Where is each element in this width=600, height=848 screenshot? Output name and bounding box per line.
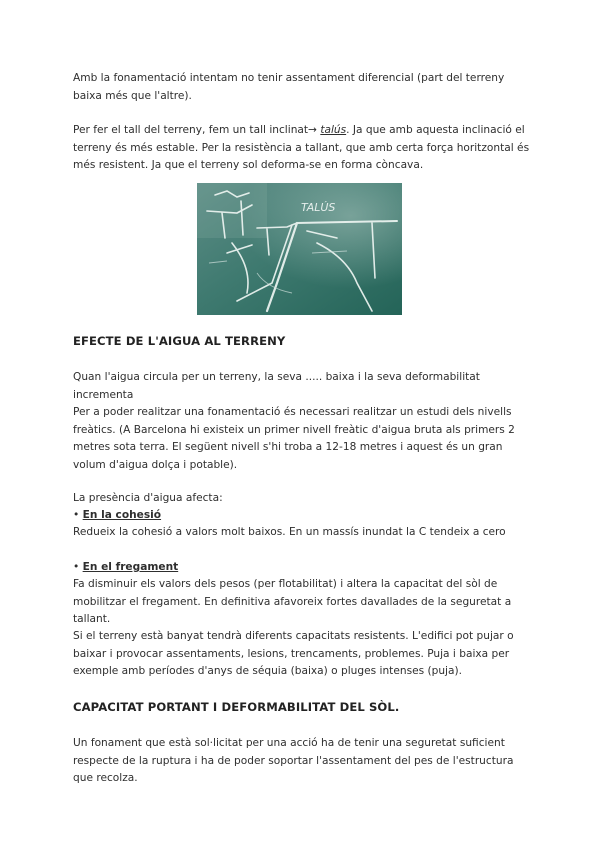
capacity-paragraph-1: Un fonament que està sol·licitat per una acció ha de tenir una seguretat suficient respecte de la ruptura i ha de poder soportar l'assentament del pes de l'estructura que recolza. — [73, 737, 514, 784]
water-paragraph-2: Per a poder realitzar una fonamentació és necessari realitzar un estudi dels nivells freàtics. (A Barcelona hi existeix un primer nivell freàtic d'aigua bruta als primers 2 metres sota terra. El següent nivell s'hi troba a 12-18 metres i aquest és un gran volum d'aigua dolça i potable). — [73, 406, 515, 471]
bullet-cohesion-text: Redueix la cohesió a valors molt baixos. En un massís inundat la C tendeix a cero — [73, 526, 506, 538]
bullet-cohesion-title: En la cohesió — [82, 509, 162, 521]
bullet-cohesion — [73, 507, 533, 525]
section-capacity-title: CAPACITAT PORTANT I DEFORMABILITAT DEL SÒL. — [73, 700, 400, 714]
affects-intro: La presència d'aigua afecta: — [73, 492, 223, 504]
section-water-title: EFECTE DE L'AIGUA AL TERRENY — [73, 334, 286, 348]
cut-paragraph — [73, 122, 533, 175]
bullet-dot-icon: • — [73, 509, 83, 521]
cut-text-before: Per fer el tall del terreny, fem un tall inclinat→ — [73, 124, 321, 136]
talus-link[interactable]: talús — [320, 124, 347, 136]
water-paragraph-3: Si el terreny està banyat tendrà diferents capacitats resistents. L'edifici pot pujar o baixar i provocar assentaments, lesions, trencaments, problemes. Puja i baixa per exemple amb períodes d'anys de séquia (baixa) o pluges intenses (puja). — [73, 630, 514, 677]
intro-paragraph: Amb la fonamentació intentam no tenir assentament diferencial (part del terreny baixa més que l'altre). — [73, 72, 505, 102]
cut-text-after: . Ja que amb aquesta inclinació el terreny és més estable. Per la resistència a tallant, que amb certa força horitzontal és més resistent. Ja que el terreny sol deforma-se en forma còncava. — [73, 124, 530, 171]
bullet-friction-text: Fa disminuir els valors dels pesos (per flotabilitat) i altera la capacitat del sòl de mobilitzar el fregament. En definitiva afavoreix fortes davallades de la seguretat a tallant. — [73, 578, 512, 625]
blackboard-photo — [197, 183, 402, 315]
bullet-dot-icon: • — [73, 561, 83, 573]
photo-label: TALÚS — [301, 201, 336, 214]
bullet-friction-title: En el fregament — [82, 561, 179, 573]
water-paragraph-1: Quan l'aigua circula per un terreny, la seva ..... baixa i la seva deformabilitat incrementa — [73, 371, 480, 401]
bullet-friction — [73, 559, 533, 577]
